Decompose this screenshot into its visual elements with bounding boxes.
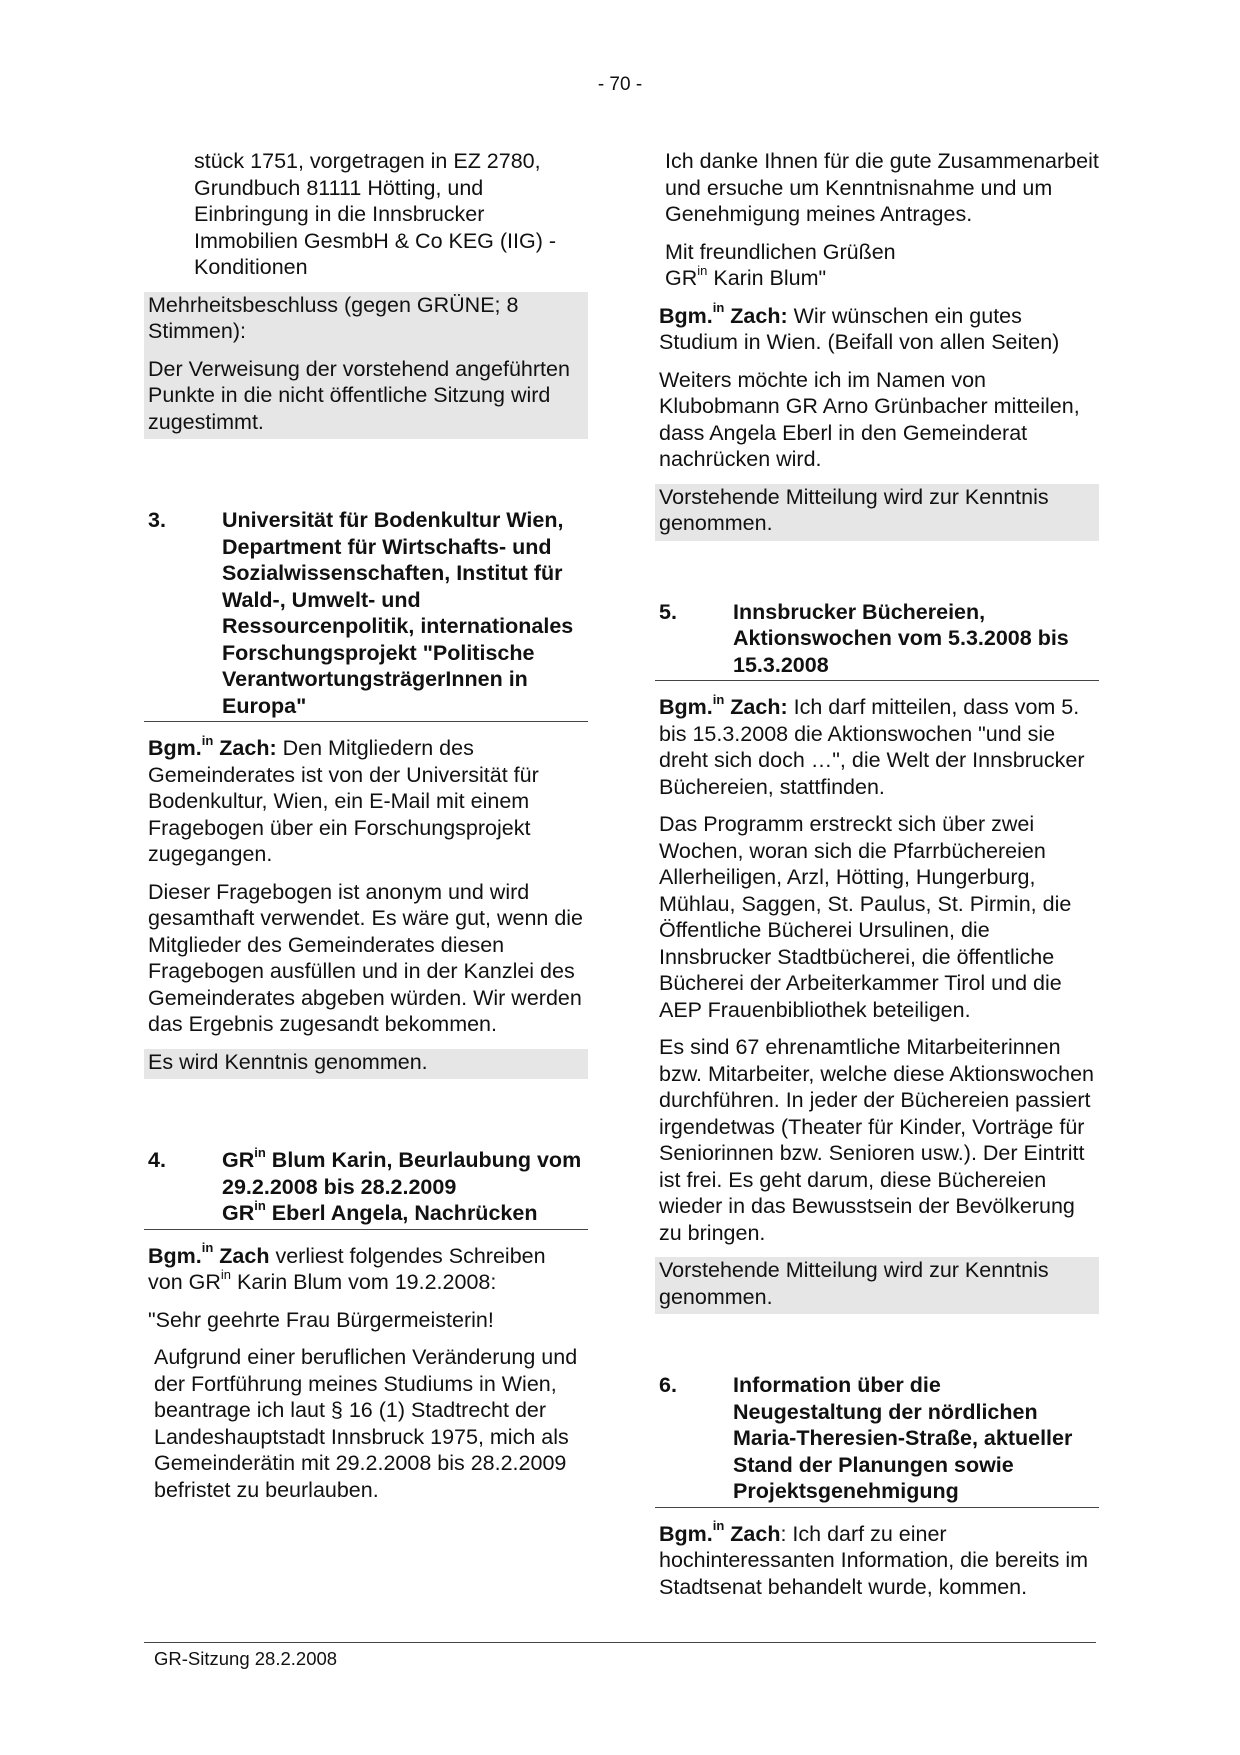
letter-end: Ich danke Ihnen für die gute Zusammenarbeit und ersuche um Kenntnisnahme und um Genehmigung meines Antrages. [665,149,1099,226]
right-column [655,148,1099,1611]
item-3-paragraph-1: Bgm.$^{in}$ Zach: Den Mitgliedern des Gemeinderates ist von der Universität für Bodenkultur, Wien, ein E-Mail mit einem Fragebogen über ein Forschungsprojekt zugegangen. [148,732,539,866]
item-5-title: Innsbrucker Büchereien, Aktionswochen vom 5.3.2008 bis 15.3.2008 [733,599,1069,677]
letter-closing: Mit freundlichen Grüßen $GR^{in}$ Karin Blum" [665,239,896,290]
decision-box [144,292,588,440]
wish-paragraph: Bgm.$^{in}$ Zach: Wir wünschen ein gutes Studium in Wien. (Beifall von allen Seiten) [659,300,1060,354]
left-column [144,148,588,1514]
further-paragraph: Weiters möchte ich im Namen von Klubobmann GR Arno Grünbacher mitteilen, dass Angela Eberl in den Gemeinderat nachrücken wird. [659,367,1080,471]
item-5-number: 5. [659,599,677,624]
page-number: - 70 - [597,74,643,95]
result-box-1: Vorstehende Mitteilung wird zur Kenntnis genommen. [655,484,1099,541]
continued-text: stück 1751, vorgetragen in EZ 2780, Grundbuch 81111 Hötting, und Einbringung in die Innsbrucker Immobilien GesmbH & Co KEG (IIG) - Konditionen [194,149,556,279]
item-3-number: 3. [148,508,166,532]
item-6-paragraph-1: Bgm.$^{in}$ Zach: Ich darf zu einer hochinteressanten Information, die bereits im Stadtsenat behandelt wurde, kommen. [659,1518,1089,1599]
item-3-result: Es wird Kenntnis genommen. [144,1049,588,1080]
item-6-title: Information über die Neugestaltung der nördlichen Maria-Theresien-Straße, aktueller Stand der Planungen sowie Projektsgenehmigung [733,1373,1073,1503]
item-5-paragraph-3: Es sind 67 ehrenamtliche Mitarbeiterinnen bzw. Mitarbeiter, welche diese Aktionswochen durchführen. In jeder der Büchereien passiert irgendetwas (Theater für Kinder, Vorträge für Seniorinnen bzw. Senioren usw.). Der Eintritt ist frei. Es geht darum, diese Büchereien wieder in das Bewusstsein der Bevölkerung zu bringen. [659,1035,1095,1245]
item-4-intro: Bgm.$^{in}$ Zach verliest folgendes Schreiben von $GR^{in}$ Karin Blum vom 19.2.2008: [148,1240,546,1294]
decision-text: Der Verweisung der vorstehend angeführten Punkte in die nicht öffentliche Sitzung wird zugestimmt. [148,356,570,434]
footer-divider [144,1642,1096,1643]
speaker-title: Bgm. [148,736,202,760]
letter-body: Aufgrund einer beruflichen Veränderung und der Fortführung meines Studiums in Wien, beantrage ich laut § 16 (1) Stadtrecht der Landeshauptstadt Innsbruck 1975, mich als Gemeinderätin mit 29.2.2008 bis 28.2.2009 befristet zu beurlauben. [154,1345,578,1502]
speaker-name: Zach: [219,736,277,760]
item-6-number: 6. [659,1373,677,1397]
decision-majority: Mehrheitsbeschluss (gegen GRÜNE; 8 Stimmen): [148,292,519,343]
item-5-paragraph-2: Das Programm erstreckt sich über zwei Wochen, woran sich die Pfarrbüchereien Allerheiligen, Arzl, Hötting, Hungerburg, Mühlau, Saggen, St. Paulus, St. Pirmin, die Öffentliche Bücherei Ursulinen, die Innsbrucker Stadtbücherei, die öffentliche Bücherei der Arbeiterkammer Tirol und die AEP Frauenbibliothek beteiligen. [659,812,1072,1022]
letter-salutation: "Sehr geehrte Frau Bürgermeisterin! [148,1307,494,1332]
item-4-number: 4. [148,1148,166,1172]
footer: GR-Sitzung 28.2.2008 [154,1648,338,1669]
item-5-result: Vorstehende Mitteilung wird zur Kenntnis genommen. [655,1257,1099,1314]
item-5-paragraph-1: Bgm.$^{in}$ Zach: Ich darf mitteilen, dass vom 5. bis 15.3.2008 die Aktionswochen "und sie dreht sich doch …", die Welt der Innsbrucker Büchereien, stattfinden. [659,691,1085,799]
item-3-title: Universität für Bodenkultur Wien, Department für Wirtschafts- und Sozialwissenschaften, Institut für Wald-, Umwelt- und Ressourcenpolitik, internationales Forschungsprojekt "Politische VerantwortungsträgerInnen in Europa" [222,508,574,718]
item-6-heading [655,1372,1099,1508]
item-3-text-1: Den Mitgliedern des Gemeinderates ist von der Universität für Bodenkultur, Wien, ein E-Mail mit einem Fragebogen über ein Forschungsprojekt zugegangen. [148,736,539,866]
item-5-heading [655,599,1099,682]
item-4-heading [144,1144,588,1230]
item-4-title: $GR^{in}$ Blum Karin, Beurlaubung vom 29.2.2008 bis 28.2.2009 $GR^{in}$ Eberl Angela, Nachrücken [222,1144,582,1225]
item-3-heading [144,507,588,722]
item-3-paragraph-2: Dieser Fragebogen ist anonym und wird gesamthaft verwendet. Es wäre gut, wenn die Mitglieder des Gemeinderates diesen Fragebogen ausfüllen und in der Kanzlei des Gemeinderates abgeben würden. Wir werden das Ergebnis zugesandt bekommen. [148,879,584,1036]
